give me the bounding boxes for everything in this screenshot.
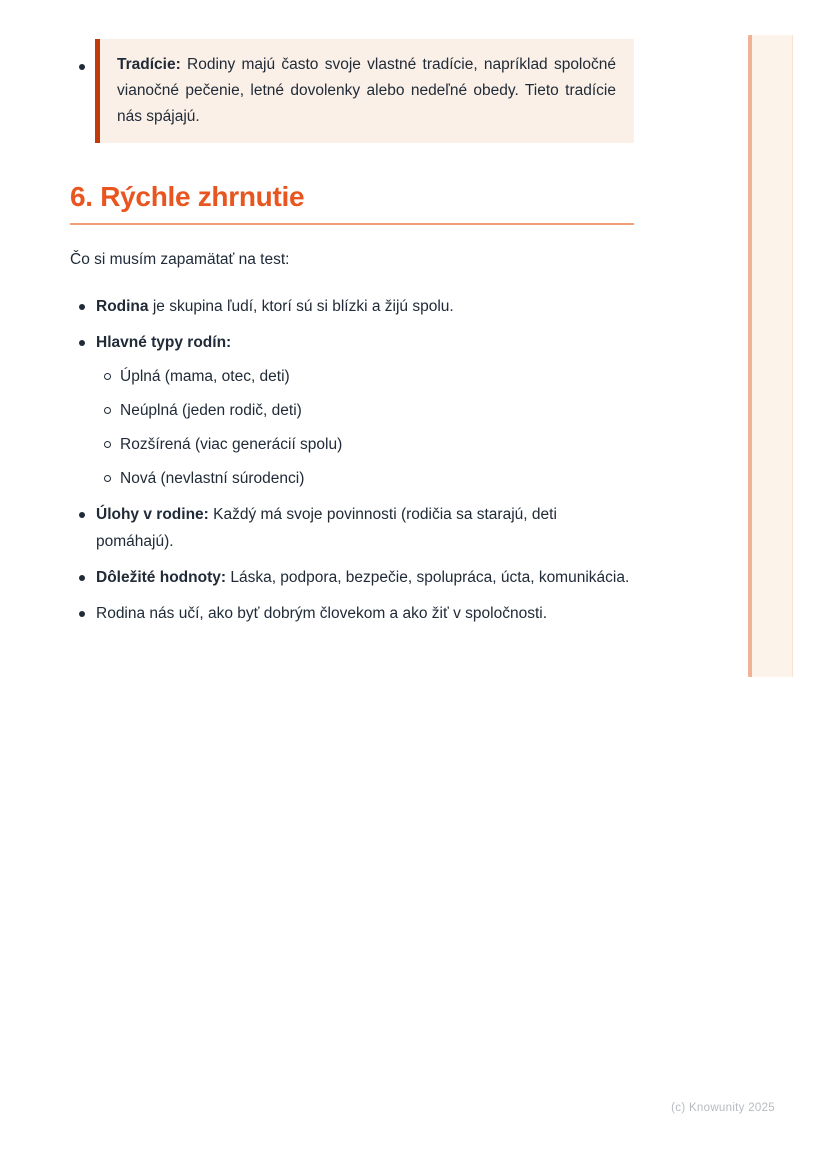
list-item xyxy=(70,600,634,627)
list-item xyxy=(70,293,634,320)
list-item-term: Dôležité hodnoty: xyxy=(96,569,227,586)
callout-text: Rodiny majú často svoje vlastné tradície, napríklad spoločné vianočné pečenie, letné dovolenky alebo nedeľné obedy. Tieto tradície nás spájajú. xyxy=(117,56,616,125)
callout-box xyxy=(95,39,634,143)
sub-list-item: Nová (nevlastní súrodenci) xyxy=(96,465,634,492)
list-item-text: je skupina ľudí, ktorí sú si blízki a žijú spolu. xyxy=(148,298,454,315)
sub-list xyxy=(96,363,634,492)
bullet-icon xyxy=(79,64,85,70)
list-item-text: Láska, podpora, bezpečie, spolupráca, úcta, komunikácia. xyxy=(226,569,630,586)
sub-list-item: Úplná (mama, otec, deti) xyxy=(96,363,634,390)
document-page xyxy=(70,0,634,636)
intro-paragraph: Čo si musím zapamätať na test: xyxy=(70,251,290,268)
list-item-term: Hlavné typy rodín: xyxy=(96,334,232,351)
list-item xyxy=(70,329,634,492)
list-item-text: Rodina nás učí, ako byť dobrým človekom a ako žiť v spoločnosti. xyxy=(96,605,548,622)
list-item xyxy=(70,564,634,591)
callout-term: Tradície: xyxy=(117,56,181,73)
section-heading: 6. Rýchle zhrnutie xyxy=(70,181,305,212)
list-item xyxy=(70,39,634,143)
sub-list-item: Neúplná (jeden rodič, deti) xyxy=(96,397,634,424)
list-item-term: Úlohy v rodine: xyxy=(96,506,209,523)
list-item xyxy=(70,501,634,555)
next-page-edge xyxy=(748,35,793,677)
copyright-text: (c) Knowunity 2025 xyxy=(671,1102,775,1114)
sub-list-item: Rozšírená (viac generácií spolu) xyxy=(96,431,634,458)
summary-list xyxy=(70,293,634,627)
list-item-term: Rodina xyxy=(96,298,149,315)
callout-paragraph xyxy=(117,52,616,130)
section-divider xyxy=(70,223,634,225)
list-item-text: Každý má svoje povinnosti (rodičia sa starajú, deti pomáhajú). xyxy=(96,506,557,550)
